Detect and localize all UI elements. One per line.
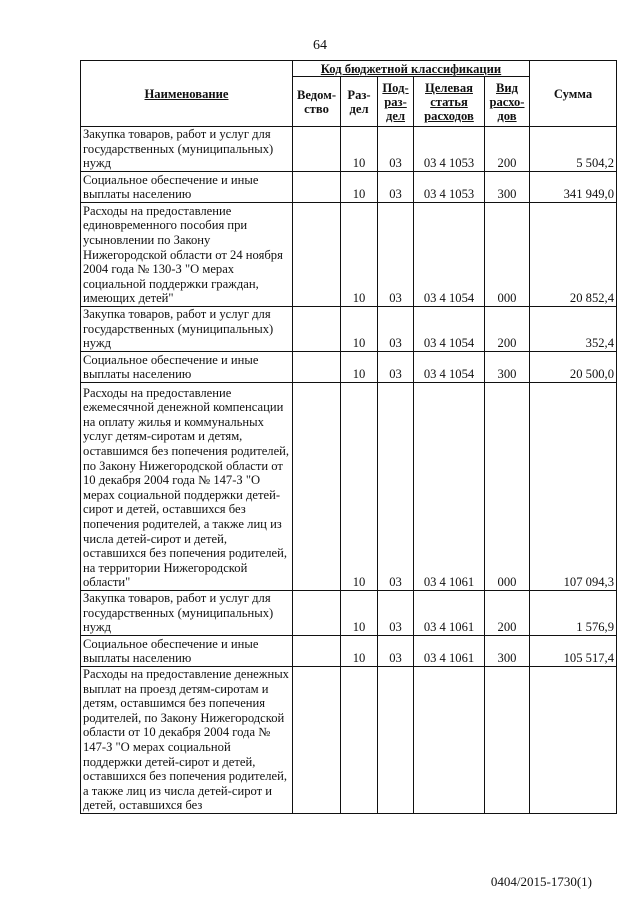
row-podrazdel (378, 667, 414, 814)
row-name: Расходы на предоставление ежемесячной денежной компенсации на оплату жилья и коммунальных услуг детям-сиротам и детям, оставшимся без попечения родителей, по Закону Нижегородской области от 10 декабря 2004 года № 147-З "О мерах социальной поддержки детей-сирот и детей, оставшихся без попечения родителей, а также лиц из числа детей-сирот и детей, оставшихся без попечения родителей, на территории Нижегородской области" (81, 383, 293, 591)
header-name: Наименование (81, 61, 293, 127)
header-sum: Сумма (530, 61, 617, 127)
row-podrazdel: 03 (378, 383, 414, 591)
header-podrazdel: Под-раз-дел (378, 77, 414, 127)
row-name: Закупка товаров, работ и услуг для государственных (муниципальных) нужд (81, 127, 293, 172)
row-kind: 300 (485, 352, 530, 383)
row-podrazdel: 03 (378, 591, 414, 636)
row-kind: 200 (485, 591, 530, 636)
header-razdel: Раз-дел (341, 77, 378, 127)
row-razdel: 10 (341, 172, 378, 203)
row-razdel (341, 667, 378, 814)
row-vedomstvo (293, 352, 341, 383)
row-target: 03 4 1061 (414, 383, 485, 591)
row-sum: 105 517,4 (530, 636, 617, 667)
row-podrazdel: 03 (378, 127, 414, 172)
page-number: 64 (313, 38, 327, 53)
budget-table (80, 60, 617, 814)
row-kind: 000 (485, 203, 530, 307)
row-kind: 000 (485, 383, 530, 591)
row-name: Социальное обеспечение и иные выплаты населению (81, 172, 293, 203)
row-sum: 1 576,9 (530, 591, 617, 636)
row-name: Закупка товаров, работ и услуг для государственных (муниципальных) нужд (81, 307, 293, 352)
row-razdel: 10 (341, 383, 378, 591)
row-podrazdel: 03 (378, 352, 414, 383)
row-vedomstvo (293, 591, 341, 636)
row-target: 03 4 1054 (414, 203, 485, 307)
row-podrazdel: 03 (378, 307, 414, 352)
row-name: Расходы на предоставление единовременного пособия при усыновлении по Закону Нижегородской области от 24 ноября 2004 года № 130-З "О мерах социальной поддержки граждан, имеющих детей" (81, 203, 293, 307)
table-row (81, 352, 617, 383)
row-razdel: 10 (341, 127, 378, 172)
row-kind: 200 (485, 307, 530, 352)
row-kind: 300 (485, 172, 530, 203)
row-sum: 341 949,0 (530, 172, 617, 203)
row-razdel: 10 (341, 307, 378, 352)
row-target: 03 4 1061 (414, 636, 485, 667)
row-razdel: 10 (341, 352, 378, 383)
row-target (414, 667, 485, 814)
table-row (81, 127, 617, 172)
row-target: 03 4 1054 (414, 307, 485, 352)
header-target: Целевая статья расходов (414, 77, 485, 127)
row-sum: 107 094,3 (530, 383, 617, 591)
row-vedomstvo (293, 203, 341, 307)
header-kind: Вид расхо-дов (485, 77, 530, 127)
row-vedomstvo (293, 127, 341, 172)
table-row (81, 203, 617, 307)
header-code-group: Код бюджетной классификации (293, 61, 530, 77)
row-vedomstvo (293, 307, 341, 352)
table-row (81, 667, 617, 814)
row-podrazdel: 03 (378, 172, 414, 203)
row-target: 03 4 1053 (414, 172, 485, 203)
table-row (81, 172, 617, 203)
header-vedomstvo: Ведом-ство (293, 77, 341, 127)
row-vedomstvo (293, 383, 341, 591)
row-kind: 300 (485, 636, 530, 667)
table-row (81, 383, 617, 591)
row-name: Социальное обеспечение и иные выплаты населению (81, 352, 293, 383)
row-razdel: 10 (341, 591, 378, 636)
row-target: 03 4 1054 (414, 352, 485, 383)
row-kind: 200 (485, 127, 530, 172)
row-target: 03 4 1053 (414, 127, 485, 172)
row-vedomstvo (293, 667, 341, 814)
row-sum: 352,4 (530, 307, 617, 352)
table-row (81, 307, 617, 352)
row-razdel: 10 (341, 636, 378, 667)
document-code: 0404/2015-1730(1) (490, 874, 592, 889)
row-sum: 5 504,2 (530, 127, 617, 172)
table-row (81, 636, 617, 667)
row-name: Расходы на предоставление денежных выплат на проезд детям-сиротам и детям, оставшимся без попечения родителей, по Закону Нижегородской области от 10 декабря 2004 года № 147-З "О мерах социальной поддержки детей-сирот и детей, оставшихся без попечения родителей, а также лиц из числа детей-сирот и детей, оставшихся без (81, 667, 293, 814)
row-podrazdel: 03 (378, 203, 414, 307)
row-podrazdel: 03 (378, 636, 414, 667)
row-name: Закупка товаров, работ и услуг для государственных (муниципальных) нужд (81, 591, 293, 636)
row-kind (485, 667, 530, 814)
row-vedomstvo (293, 636, 341, 667)
table-row (81, 591, 617, 636)
row-sum (530, 667, 617, 814)
row-razdel: 10 (341, 203, 378, 307)
row-name: Социальное обеспечение и иные выплаты населению (81, 636, 293, 667)
row-target: 03 4 1061 (414, 591, 485, 636)
row-sum: 20 500,0 (530, 352, 617, 383)
row-vedomstvo (293, 172, 341, 203)
row-sum: 20 852,4 (530, 203, 617, 307)
